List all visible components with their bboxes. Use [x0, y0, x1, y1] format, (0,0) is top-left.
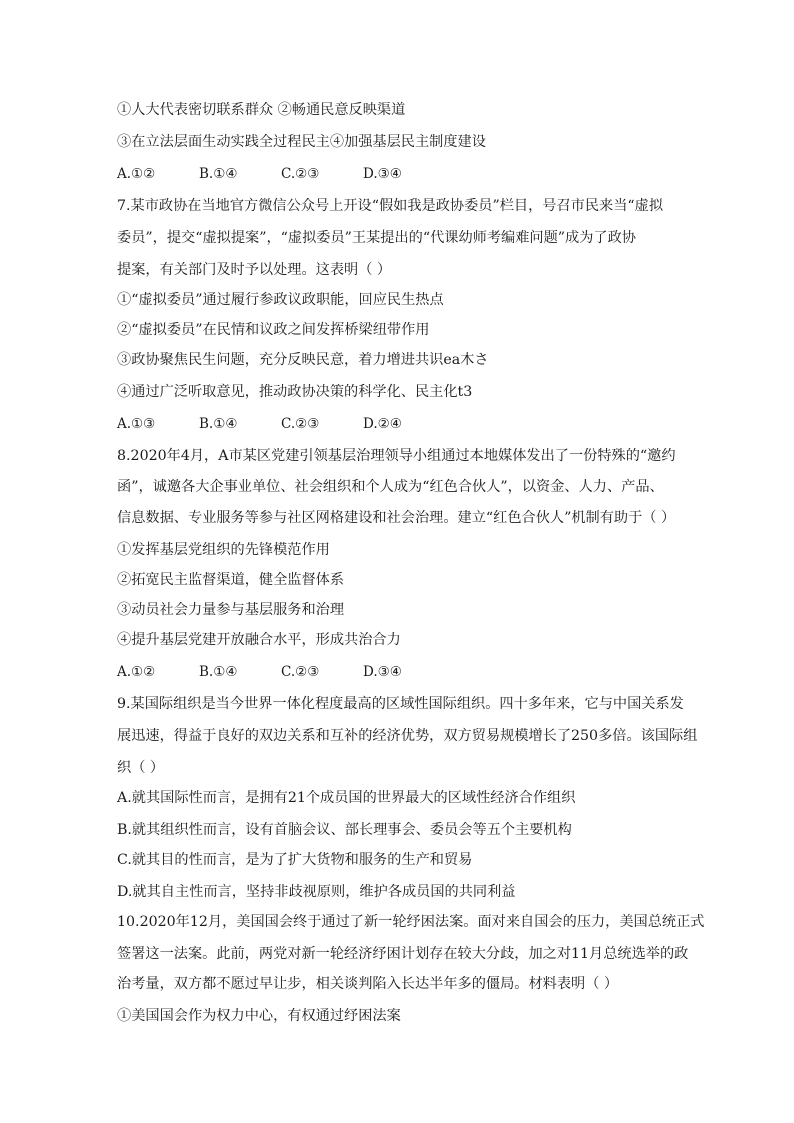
- option-d: D.②④: [363, 416, 402, 432]
- option-b: B.①④: [199, 664, 238, 680]
- statement: ①发挥基层党组织的先锋模范作用: [117, 542, 330, 558]
- option-b: B.①④: [199, 416, 238, 432]
- choice-a: A.就其国际性而言，是拥有21个成员国的世界最大的区域性经济合作组织: [117, 790, 576, 806]
- question-9-text: 织（ ）: [117, 760, 165, 776]
- choice-b: B.就其组织性而言，设有首脑会议、部长理事会、委员会等五个主要机构: [117, 822, 572, 838]
- option-c: C.②③: [281, 166, 320, 182]
- question-10-text: 治考量，双方都不愿过早让步，相关谈判陷入长达半年多的僵局。材料表明（ ）: [117, 976, 619, 992]
- question-7-text: 委员”，提交“虚拟提案”，“虚拟委员”王某提出的“代课幼师考编难问题”成为了政协: [117, 230, 636, 246]
- question-7-text: 7.某市政协在当地官方微信公众号上开设“假如我是政协委员”栏目，号召市民来当“虚拟: [117, 198, 664, 214]
- question-7-text: 提案，有关部门及时予以处理。这表明（ ）: [117, 262, 392, 278]
- question-10-text: 签署这一法案。此前，两党对新一轮经济纾困计划存在较大分歧，加之对11月总统选举的政: [117, 946, 689, 962]
- statement: ③动员社会力量参与基层服务和治理: [117, 602, 345, 618]
- question-10-text: 10.2020年12月，美国国会终于通过了新一轮纾困法案。面对来自国会的压力，美国总统正式: [117, 914, 705, 930]
- question-9-text: 展迅速，得益于良好的双边关系和互补的经济优势，双方贸易规模增长了250多倍。该国际组: [117, 728, 698, 744]
- option-b: B.①④: [199, 166, 238, 182]
- option-d: D.③④: [363, 166, 402, 182]
- statement: ②拓宽民主监督渠道，健全监督体系: [117, 572, 345, 588]
- option-c: C.②③: [281, 416, 320, 432]
- statement: ③政协聚焦民生问题，充分反映民意，着力增进共识ea木さ: [117, 352, 489, 368]
- statement: ③在立法层面生动实践全过程民主④加强基层民主制度建设: [117, 134, 486, 150]
- statement: ④提升基层党建开放融合水平，形成共治合力: [117, 632, 401, 648]
- statement: ①“虚拟委员”通过履行参政议政职能，回应民生热点: [117, 292, 444, 308]
- choice-d: D.就其自主性而言，坚持非歧视原则，维护各成员国的共同利益: [117, 884, 516, 900]
- option-c: C.②③: [281, 664, 320, 680]
- answer-options: [117, 662, 445, 682]
- question-9-text: 9.某国际组织是当今世界一体化程度最高的区域性国际组织。四十多年来，它与中国关系发: [117, 696, 684, 712]
- question-8-text: 8.2020年4月，A市某区党建引领基层治理领导小组通过本地媒体发出了一份特殊的“邀约: [117, 448, 676, 464]
- choice-c: C.就其目的性而言，是为了扩大货物和服务的生产和贸易: [117, 852, 473, 868]
- answer-options: [117, 414, 445, 434]
- question-8-text: 函”，诚邀各大企事业单位、社会组织和个人成为“红色合伙人”，以资金、人力、产品、: [117, 479, 664, 495]
- statement: ④通过广泛听取意见，推动政协决策的科学化、民主化t3: [117, 384, 473, 400]
- option-d: D.③④: [363, 664, 402, 680]
- option-a: A.①②: [117, 664, 156, 680]
- question-8-text: 信息数据、专业服务等参与社区网格建设和社会治理。建立“红色合伙人”机制有助于（ ）: [117, 510, 676, 526]
- statement: ①人大代表密切联系群众 ②畅通民意反映渠道: [117, 102, 406, 118]
- statement: ②“虚拟委员”在民情和议政之间发挥桥梁纽带作用: [117, 322, 430, 338]
- statement: ①美国国会作为权力中心，有权通过纾困法案: [117, 1008, 401, 1024]
- answer-options: [117, 164, 445, 184]
- option-a: A.①②: [117, 166, 156, 182]
- option-a: A.①③: [117, 416, 156, 432]
